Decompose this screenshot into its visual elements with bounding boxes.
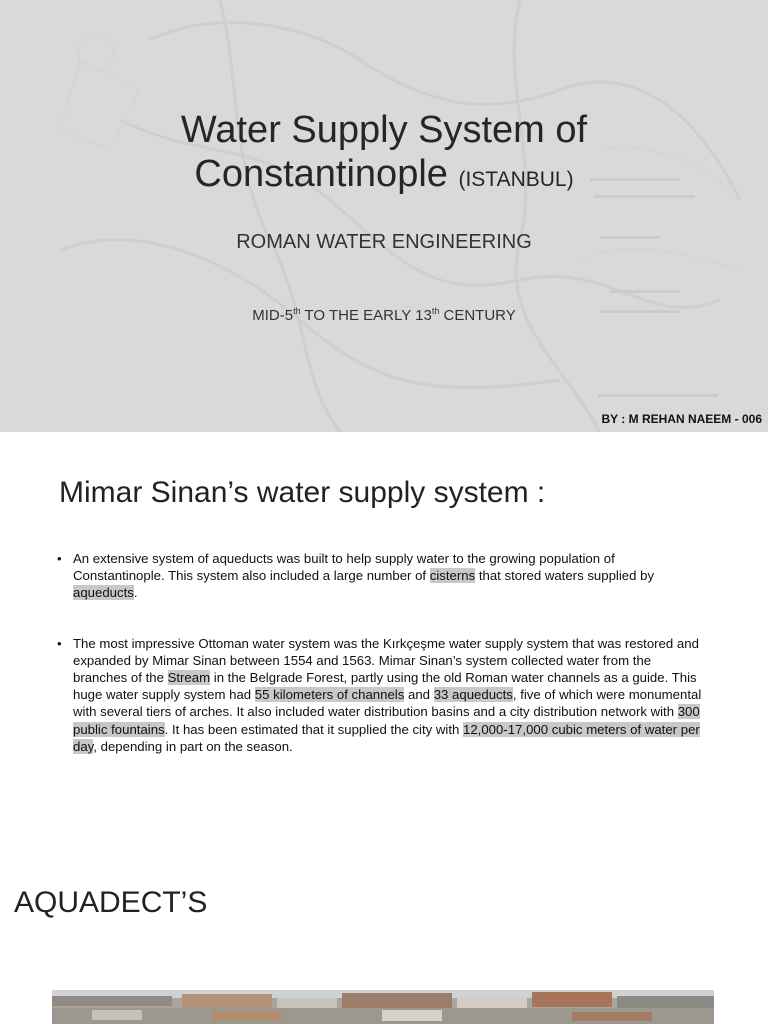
author-credit: BY : M REHAN NAEEM - 006 — [601, 412, 762, 426]
aqueduct-photo — [52, 990, 714, 1024]
highlight-text: Stream — [167, 670, 211, 686]
date-part-3: CENTURY — [439, 307, 516, 324]
date-sup-2: th — [431, 306, 440, 316]
highlight-text: cisterns — [429, 568, 476, 584]
bullet-text: in the Belgrade Forest, partly using the old Roman water channels as a guide. This huge water supply system had — [73, 670, 697, 703]
section-heading: Mimar Sinan’s water supply system : — [59, 476, 546, 509]
date-range — [0, 306, 768, 324]
title-line-2 — [0, 152, 768, 202]
highlight-text: 33 aqueducts — [433, 687, 513, 703]
bullet-text: The most impressive Ottoman water system was the Kırkçeşme water supply system that was restored and expanded by Mimar Sinan between 1554 and 1563. Mimar Sinan’s system collected water from the branches of the — [73, 635, 699, 686]
highlight-text: 55 kilometers of channels — [254, 687, 405, 703]
bullet-text: An extensive system of aqueducts was built to help supply water to the growing population of Constantinople. This system also included a large number of — [73, 551, 615, 584]
slide-title — [0, 108, 768, 202]
bullet-item — [57, 635, 707, 755]
date-part-2: TO THE EARLY 13 — [300, 307, 432, 324]
bullet-text: and — [404, 687, 434, 703]
bullet-text: . It has been estimated that it supplied the city with — [164, 721, 464, 737]
title-paren: (ISTANBUL) — [458, 168, 574, 191]
title-slide — [0, 0, 768, 432]
aqueducts-heading: AQUADECT’S — [14, 886, 208, 919]
bullet-text: . — [133, 585, 138, 601]
title-city: Constantinople — [194, 153, 448, 195]
title-line-1: Water Supply System of — [180, 109, 588, 151]
content-slide — [0, 432, 768, 1024]
city-rooftops-image — [52, 990, 714, 1024]
slide-subtitle: ROMAN WATER ENGINEERING — [236, 231, 532, 253]
bullet-item — [57, 550, 707, 602]
date-sup-1: th — [293, 306, 301, 316]
date-part-1: MID-5 — [252, 307, 294, 324]
bullet-list — [57, 550, 707, 788]
highlight-text: aqueducts — [73, 585, 134, 601]
map-background-graphic — [0, 0, 768, 432]
bullet-text: , depending in part on the season. — [93, 738, 293, 754]
bullet-text: , five of which were monumental with several tiers of arches. It also included water distribution basins and a city distribution network with — [73, 687, 702, 720]
bullet-text: that stored waters supplied by — [475, 568, 655, 584]
highlight-text: 12,000-17,000 cubic meters of water per day — [73, 721, 700, 754]
highlight-text: 300 public fountains — [73, 704, 700, 737]
